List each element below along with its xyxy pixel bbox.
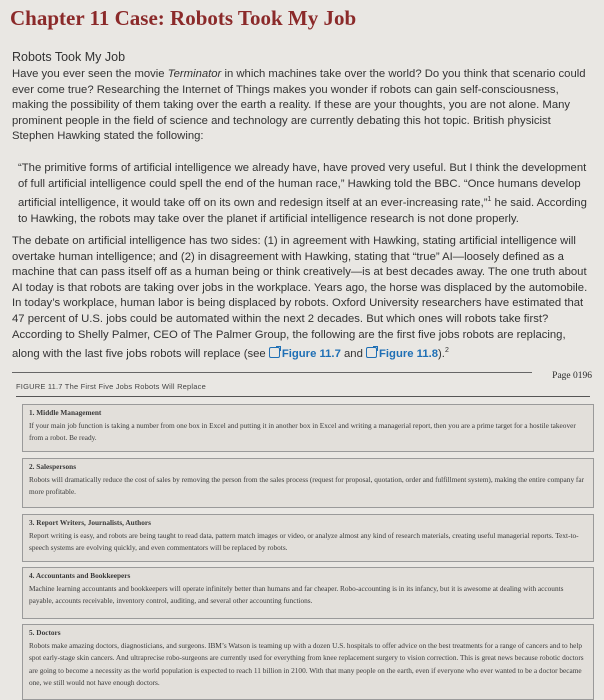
external-link-icon — [269, 347, 280, 358]
job-title: 3. Report Writers, Journalists, Authors — [29, 518, 151, 527]
footnote-1[interactable]: 1 — [487, 196, 492, 204]
link-conjunction: and — [340, 347, 366, 360]
debate-paragraph — [12, 234, 590, 363]
quote-text: “The primitive forms of artificial intelligence we already have, have proved very useful. But I think the development of full artificial intelligence could spell the end of the human race,” Hawking told the BBC. “Once humans develop artificial intelligence, it would take off on its own and redesign itself at an ever-increasing rate,” — [18, 162, 587, 209]
figure-title: FIGURE 11.7 The First Five Jobs Robots Will Replace — [16, 382, 206, 391]
intro-text-start: Have you ever seen the movie — [12, 68, 168, 80]
page-number: Page 0196 — [552, 371, 592, 381]
debate-text: The debate on artificial intelligence has two sides: (1) in agreement with Hawking, stating artificial intelligence will overtake human intelligence; and (2) in disagreement with Hawking, stating that “true” AI—loosely defined as a machine that can pass itself off as a human being or think creatively—is at best decades away. The one truth about AI today is that robots are taking over jobs in the workplace. Years ago, the horse was displaced by the automobile. In today’s workplace, human labor is being displaced by robots. Oxford University researchers have estimated that 47 percent of U.S. jobs could be automated within the next 2 decades. But which ones will robots take first? According to Shelly Palmer, CEO of The Palmer Group, the following are the first five jobs robots are replacing, along with the last five jobs robots will replace (see — [12, 235, 588, 360]
job-description: Robots make amazing doctors, diagnosticians, and surgeons. IBM’s Watson is teaming up with a dozen U.S. hospitals to offer advice on the best treatments for a range of cancers and to help spot early-stage skin cancers. And ultraprecise robo-surgeons are currently used for everything from knee replacement surgery to vision correction. This is great news because robotic doctors are going to become a necessity as the world population is expected to reach 11 billion in 2100. With that many people on the earth, even if everyone who ever wanted to be a doctor became one, we still would not have enough doctors. — [29, 640, 584, 687]
figure-11-8-link[interactable]: Figure 11.8 — [366, 348, 438, 360]
job-description: Report writing is easy, and robots are being taught to read data, pattern match images or video, or analyze almost any kind of research materials, creating useful managerial reports. Text-to-speech systems are evolving quickly, and even commentators will be replaced by robots. — [29, 530, 579, 552]
job-title: 5. Doctors — [29, 628, 61, 637]
footnote-2[interactable]: 2 — [444, 347, 449, 355]
chapter-title: Chapter 11 Case: Robots Took My Job — [10, 6, 357, 30]
figure-divider — [16, 396, 590, 397]
job-title: 2. Salespersons — [29, 462, 77, 471]
job-description: If your main job function is taking a number from one box in Excel and putting it in another box in Excel and writing a managerial report, then you are a prime target for a hostile takeover from a robot. Be ready. — [29, 420, 576, 442]
hawking-quote-paragraph — [18, 161, 590, 227]
quote-text-rest: he said. According to Hawking, the robots may take over the planet if artificial intelligence research is not done properly. — [18, 196, 587, 225]
job-description: Robots will dramatically reduce the cost of sales by removing the person from the sales process (request for proposal, quotation, order and fulfillment system), making the entire company far more profitable. — [29, 474, 585, 496]
intro-text-rest: in which machines take over the world? Do you think that scenario could ever come true? Researching the Internet of Things makes you wonder if robots can gain self-consciousness, making the possibility of them taking over the earth a reality. If these are your thoughts, you are not alone. Many prominent people in the field of science and technology are currently debating this hot topic. British physicist Stephen Hawking stated the following: — [12, 68, 586, 143]
movie-title: Terminator — [167, 68, 222, 80]
divider — [12, 372, 532, 373]
job-box-accountants — [22, 567, 594, 619]
intro-paragraph — [12, 67, 590, 145]
job-description: Machine learning accountants and bookkeepers will operate infinitely better than humans and far cheaper. Robo-accounting is in its infancy, but it is awesome at dealing with accounts payable, accounts receivable, inventory control, auditing, and several other accounting functions. — [29, 583, 564, 605]
job-box-salespersons — [22, 458, 594, 508]
job-box-middle-management — [22, 404, 594, 452]
job-title: 1. Middle Management — [29, 408, 102, 417]
job-title: 4. Accountants and Bookkeepers — [29, 571, 131, 580]
external-link-icon — [366, 347, 377, 358]
section-title: Robots Took My Job — [12, 50, 126, 64]
job-box-doctors — [22, 624, 594, 700]
job-box-report-writers — [22, 514, 594, 562]
closing-paren: ). — [438, 347, 445, 360]
figure-11-7-link[interactable]: Figure 11.7 — [269, 348, 341, 360]
